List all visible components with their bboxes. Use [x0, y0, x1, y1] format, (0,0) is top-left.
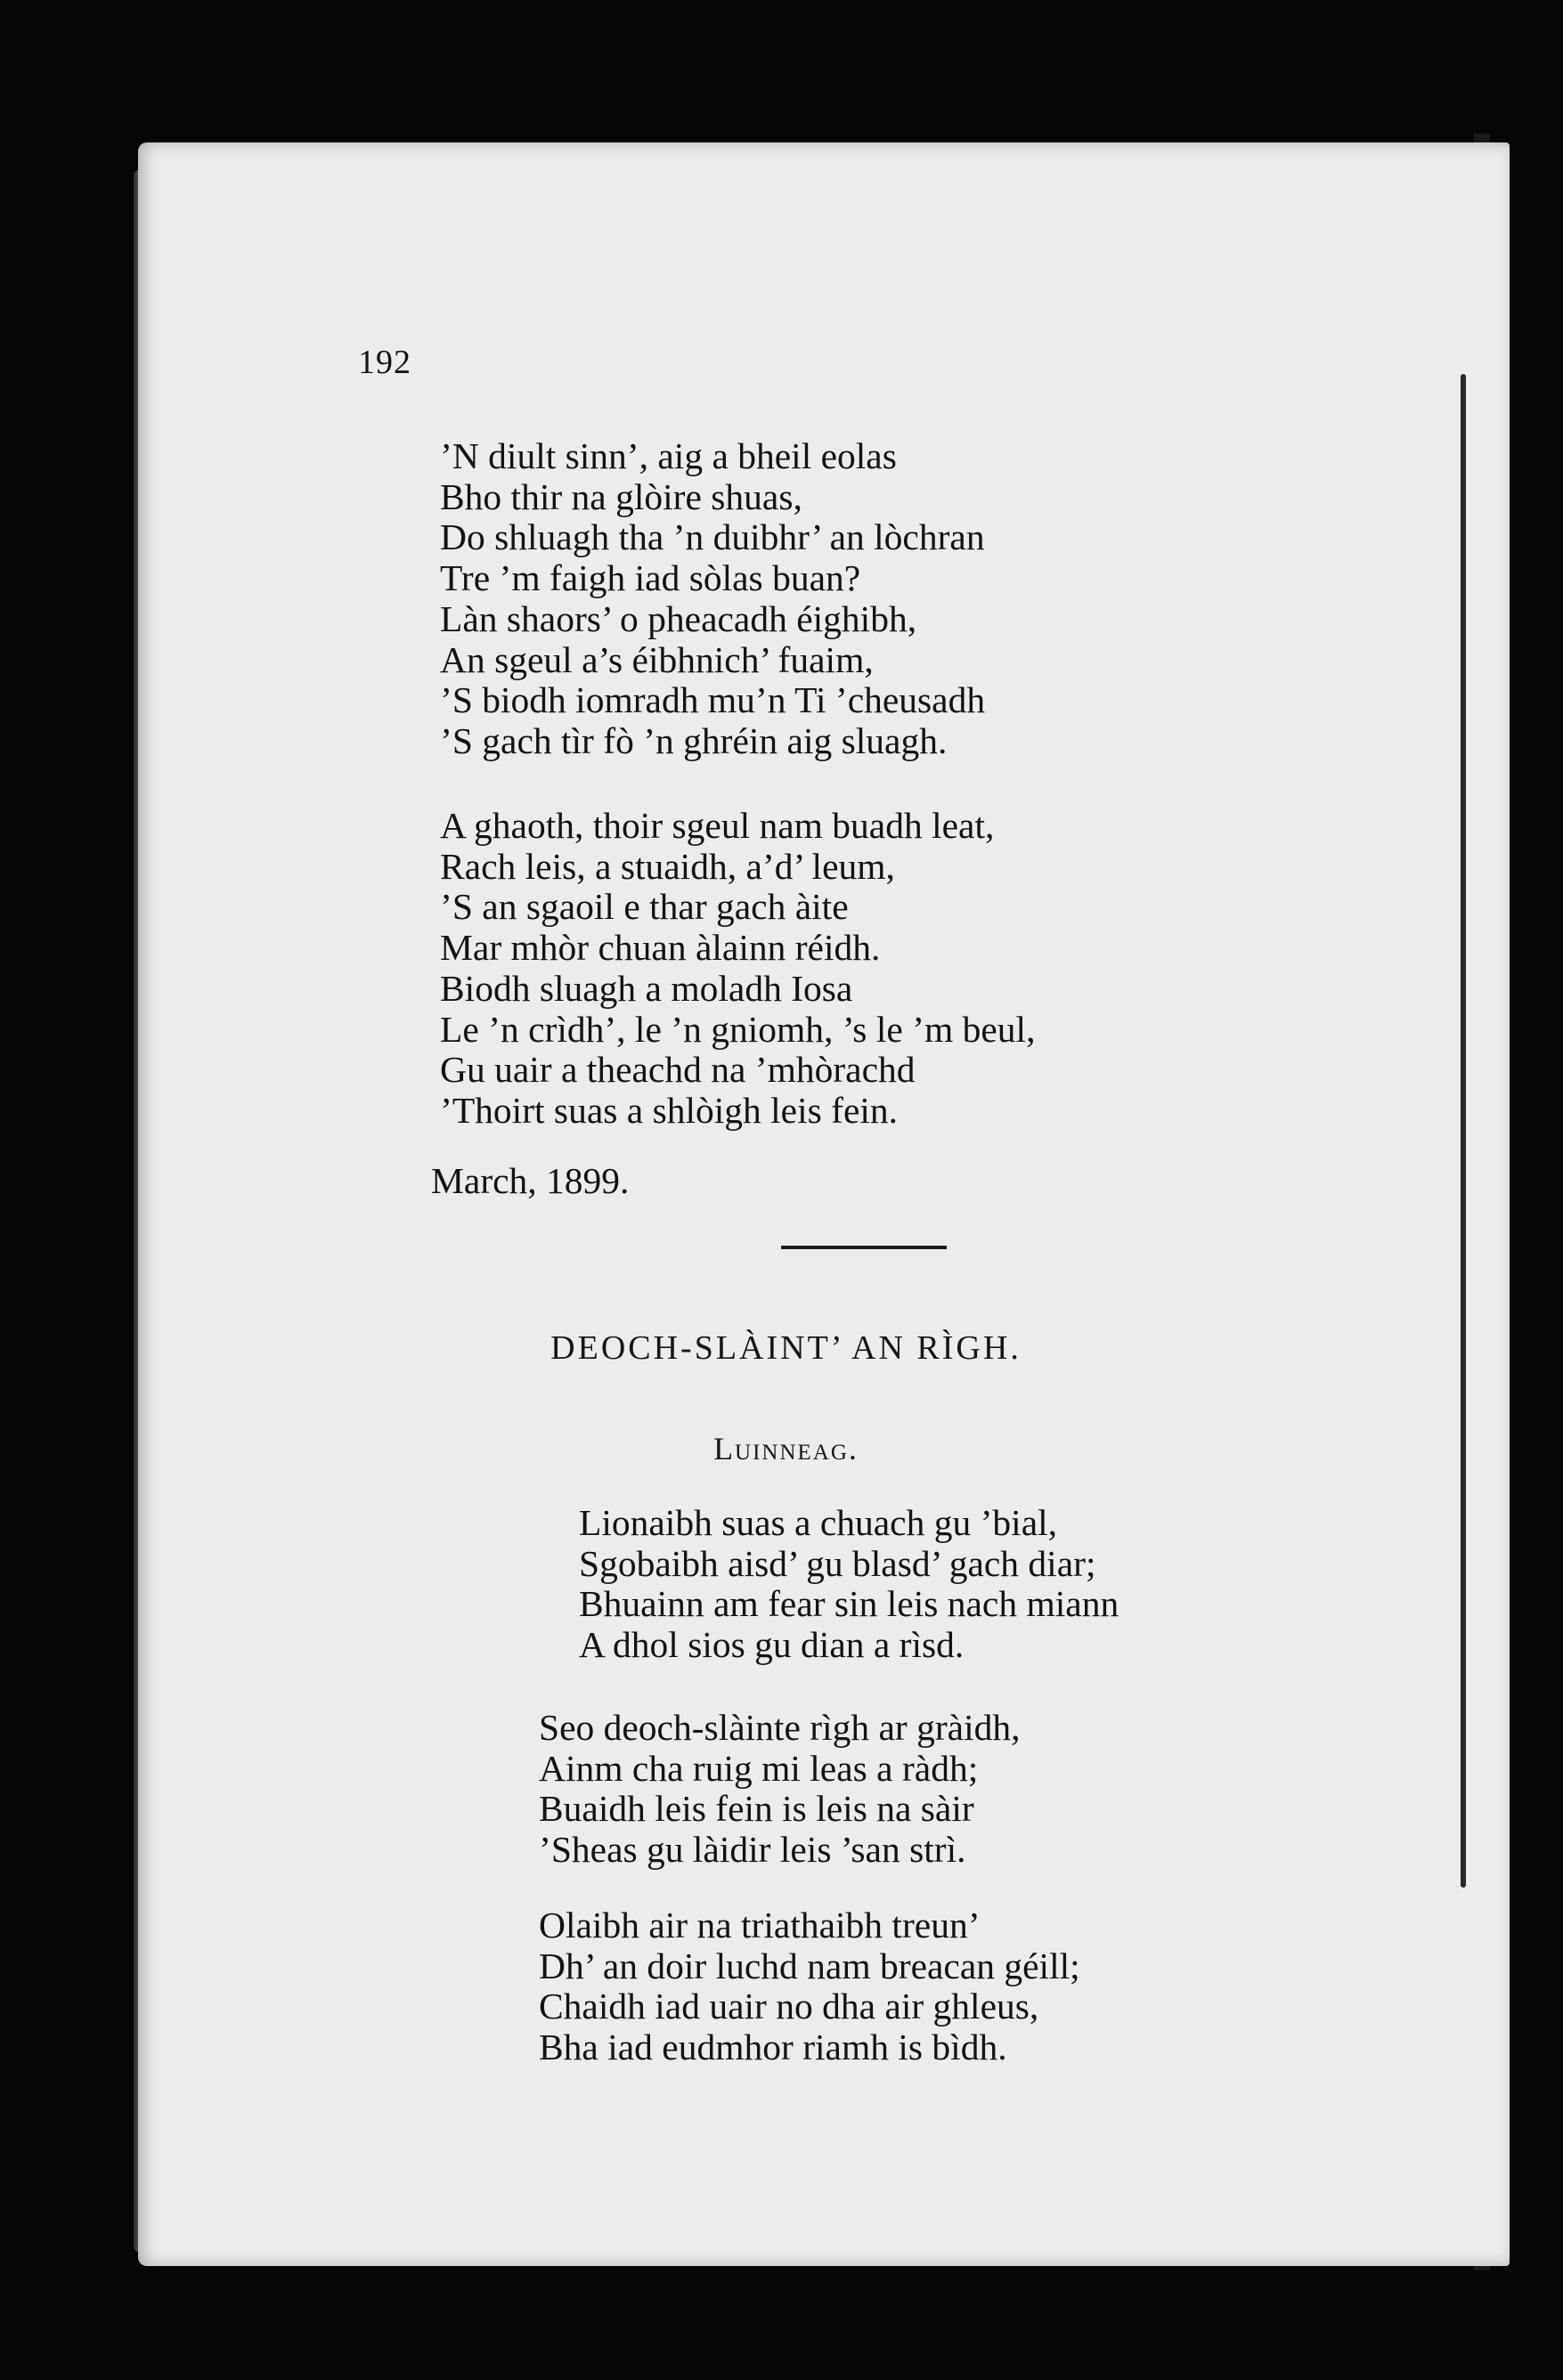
verse-line: Bha iad eudmhor riamh is bìdh.	[539, 2027, 1007, 2068]
verse-line: Mar mhòr chuan àlainn réidh.	[440, 927, 881, 969]
verse-line: ’S biodh iomradh mu’n Ti ’cheusadh	[440, 679, 986, 721]
verse-line: Biodh sluagh a moladh Iosa	[440, 967, 853, 1009]
verse-line: A ghaoth, thoir sgeul nam buadh leat,	[440, 805, 995, 846]
verse-line: Do shluagh tha ’n duibhr’ an lòchran	[440, 516, 985, 558]
poem-subtitle: Luinneag.	[713, 1431, 859, 1466]
verse-line: ’N diult sinn’, aig a bheil eolas	[440, 435, 897, 476]
verse-line: Rach leis, a stuaidh, a’d’ leum,	[440, 845, 895, 887]
poem2-chorus	[579, 1503, 1119, 1666]
poem-date: March, 1899.	[431, 1160, 630, 1201]
page-number: 192	[358, 344, 411, 381]
verse-line: Ainm cha ruig mi leas a ràdh;	[539, 1747, 979, 1789]
verse-line: An sgeul a’s éibhnich’ fuaim,	[440, 638, 874, 680]
verse-line: Sgobaibh aisd’ gu blasd’ gach diar;	[579, 1542, 1096, 1584]
verse-line: ’S gach tìr fò ’n ghréin aig sluagh.	[440, 719, 948, 761]
verse-line: Seo deoch-slàinte rìgh ar gràidh,	[539, 1707, 1021, 1748]
page-edge	[1461, 374, 1466, 1888]
verse-line: Làn shaors’ o pheacadh éighibh,	[440, 597, 917, 639]
section-divider	[781, 1246, 947, 1249]
verse-line: Buaidh leis fein is leis na sàir	[539, 1788, 974, 1830]
verse-line: ’Thoirt suas a shlòigh leis fein.	[440, 1089, 899, 1131]
verse-line: ’Sheas gu làidir leis ’san strì.	[539, 1829, 966, 1871]
verse-line: Le ’n crìdh’, le ’n gniomh, ’s le ’m beul,	[440, 1008, 1036, 1050]
poem2-stanza1	[539, 1708, 1020, 1871]
verse-line: Olaibh air na triathaibh treun’	[539, 1905, 981, 1945]
verse-line: Lionaibh suas a chuach gu ’bial,	[579, 1502, 1058, 1543]
verse-line: Bhuainn am fear sin leis nach miann	[579, 1583, 1119, 1625]
verse-line: Dh’ an doir luchd nam breacan géill;	[539, 1945, 1080, 1986]
poem2-stanza2	[539, 1905, 1080, 2068]
verse-line: Tre ’m faigh iad sòlas buan?	[440, 557, 861, 599]
verse-line: A dhol sios gu dian a rìsd.	[579, 1624, 965, 1666]
verse-line: Chaidh iad uair no dha air ghleus,	[539, 1986, 1039, 2027]
verse-line: Gu uair a theachd na ’mhòrachd	[440, 1049, 916, 1091]
poem1-stanza2	[440, 806, 1035, 1132]
verse-line: Bho thir na glòire shuas,	[440, 475, 802, 517]
verse-line: ’S an sgaoil e thar gach àite	[440, 886, 849, 928]
poem-title: DEOCH-SLÀINT’ AN RÌGH.	[550, 1329, 1022, 1367]
poem1-stanza1	[440, 436, 985, 762]
